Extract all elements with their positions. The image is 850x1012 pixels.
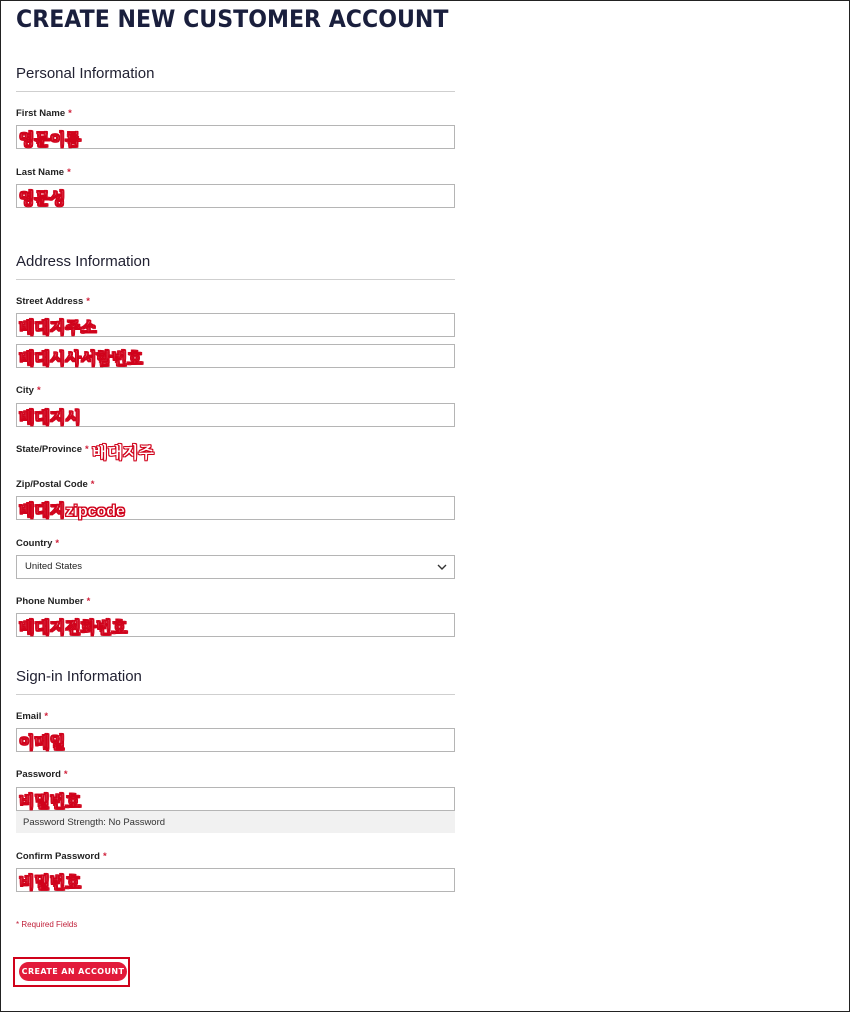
state-province-label bbox=[16, 444, 89, 455]
confirm-password-value: 비밀번호 bbox=[19, 875, 81, 892]
section-signin-information: Sign-in Information bbox=[16, 668, 455, 695]
required-asterisk: * bbox=[102, 851, 107, 862]
required-asterisk: * bbox=[55, 538, 60, 549]
email-label bbox=[16, 711, 48, 722]
zip-postal-code-label-text: Zip/Postal Code bbox=[16, 479, 88, 490]
password-strength-meter bbox=[16, 811, 455, 833]
zip-postal-code-value: 배대지zipcode bbox=[19, 503, 125, 520]
state-province-value[interactable]: 배대지주 bbox=[92, 445, 154, 462]
last-name-label bbox=[16, 167, 71, 178]
password-label bbox=[16, 769, 68, 780]
city-label bbox=[16, 385, 41, 396]
street-address-line2-value: 배대시사서함번호 bbox=[19, 351, 143, 368]
city-value: 배대지시 bbox=[19, 410, 81, 427]
required-asterisk: * bbox=[68, 108, 72, 119]
country-label bbox=[16, 538, 59, 549]
street-address-label bbox=[16, 296, 90, 307]
section-personal-information: Personal Information bbox=[16, 65, 455, 92]
zip-postal-code-input[interactable] bbox=[16, 496, 455, 520]
city-input[interactable] bbox=[16, 403, 455, 427]
required-asterisk: * bbox=[36, 385, 41, 396]
phone-number-input[interactable] bbox=[16, 613, 455, 637]
create-account-highlight bbox=[13, 957, 130, 987]
country-select[interactable] bbox=[16, 555, 455, 579]
required-asterisk: * bbox=[63, 769, 68, 780]
email-label-text: Email bbox=[16, 711, 42, 722]
chevron-down-icon bbox=[436, 561, 448, 573]
email-value: 이메일 bbox=[19, 735, 66, 752]
password-value: 비밀번호 bbox=[19, 794, 81, 811]
required-asterisk: * bbox=[85, 444, 89, 455]
page-title: CREATE NEW CUSTOMER ACCOUNT bbox=[16, 5, 449, 33]
last-name-value: 영문성 bbox=[19, 191, 66, 208]
last-name-input[interactable] bbox=[16, 184, 455, 208]
password-input[interactable] bbox=[16, 787, 455, 811]
country-selected-value: United States bbox=[25, 561, 83, 572]
street-address-line1-value: 배대지주소 bbox=[19, 320, 97, 337]
first-name-label bbox=[16, 108, 72, 119]
required-asterisk: * bbox=[90, 479, 95, 490]
phone-number-label bbox=[16, 596, 90, 607]
zip-postal-code-label bbox=[16, 479, 95, 490]
state-province-label-text: State/Province bbox=[16, 444, 82, 455]
country-label-text: Country bbox=[16, 538, 53, 549]
required-asterisk: * bbox=[86, 296, 90, 307]
password-label-text: Password bbox=[16, 769, 61, 780]
first-name-label-text: First Name bbox=[16, 108, 66, 119]
required-asterisk: * bbox=[67, 167, 71, 178]
required-asterisk: * bbox=[86, 596, 91, 607]
phone-number-label-text: Phone Number bbox=[16, 596, 84, 607]
confirm-password-label-text: Confirm Password bbox=[16, 851, 100, 862]
first-name-value: 영문이름 bbox=[19, 132, 81, 149]
password-strength-text: Password Strength: No Password bbox=[23, 817, 166, 828]
street-address-label-text: Street Address bbox=[16, 296, 84, 307]
street-address-line2-input[interactable] bbox=[16, 344, 455, 368]
create-account-button[interactable]: CREATE AN ACCOUNT bbox=[19, 962, 127, 981]
confirm-password-label bbox=[16, 851, 107, 862]
required-asterisk: * bbox=[44, 711, 49, 722]
section-address-information: Address Information bbox=[16, 253, 455, 280]
city-label-text: City bbox=[16, 385, 34, 396]
email-input[interactable] bbox=[16, 728, 455, 752]
first-name-input[interactable] bbox=[16, 125, 455, 149]
confirm-password-input[interactable] bbox=[16, 868, 455, 892]
phone-number-value: 배대지전화번호 bbox=[19, 620, 128, 637]
street-address-line1-input[interactable] bbox=[16, 313, 455, 337]
required-fields-note: * Required Fields bbox=[16, 920, 78, 929]
last-name-label-text: Last Name bbox=[16, 167, 65, 178]
